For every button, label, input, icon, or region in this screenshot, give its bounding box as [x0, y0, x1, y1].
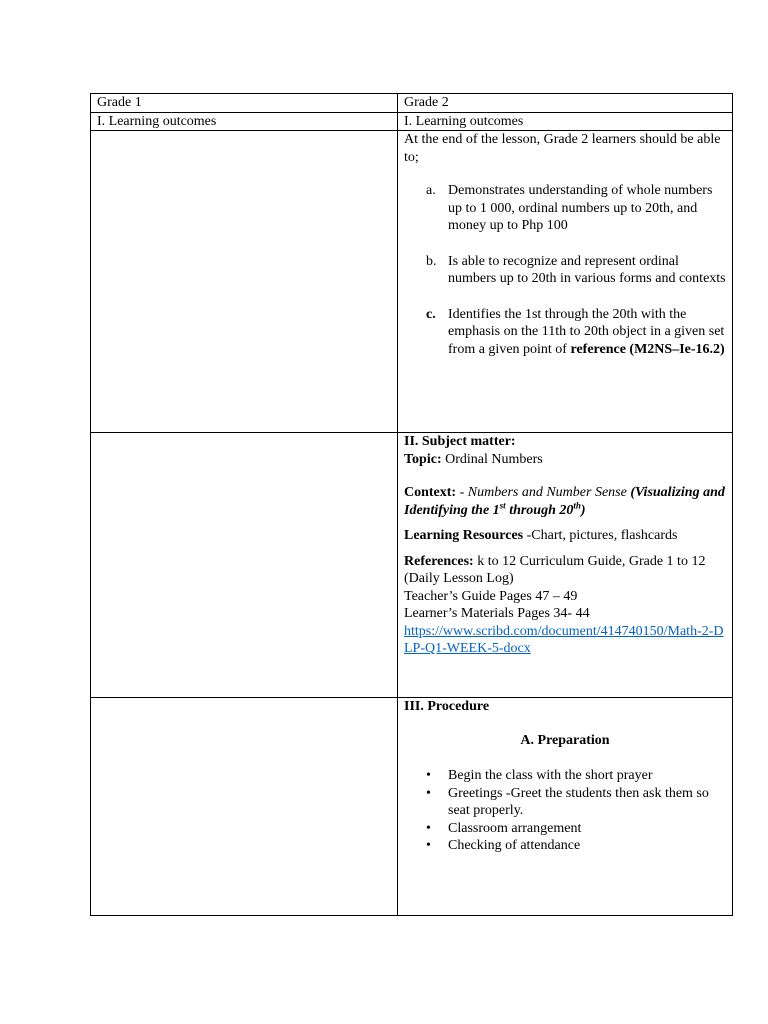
grade1-header: Grade 1 — [91, 94, 398, 113]
topic-value: Ordinal Numbers — [441, 451, 543, 467]
list-letter: b. — [426, 253, 437, 269]
list-item — [404, 253, 726, 288]
topic-label: Topic: — [404, 451, 442, 467]
outcome-c-plain: Identifies the 1st through the 20th with the emphasis on the 11th to 20th object in a given set from a given point of — [448, 306, 725, 357]
resources-label: Learning Resources — [404, 528, 524, 543]
context-sup-2: th — [573, 499, 581, 510]
grade1-outcomes-cell — [91, 131, 398, 433]
list-item — [404, 837, 726, 855]
grade1-procedure-cell — [91, 698, 398, 916]
references-line — [404, 553, 726, 588]
context-bold-1: (Visualizing and Identifying the 1 — [404, 485, 725, 518]
context-sup-1: st — [499, 499, 506, 510]
lesson-plan-table — [90, 93, 733, 916]
list-item-text: Begin the class with the short prayer — [448, 768, 653, 783]
outcomes-content-row — [91, 131, 733, 433]
list-item — [404, 785, 726, 820]
grade1-learning-outcomes-label: I. Learning outcomes — [91, 112, 398, 131]
list-letter: a. — [426, 183, 436, 198]
context-line — [404, 484, 726, 519]
procedure-heading: III. Procedure — [404, 699, 490, 714]
learning-outcomes-row — [91, 112, 733, 131]
subject-matter-row — [91, 433, 733, 698]
procedure-row — [91, 698, 733, 916]
list-item — [404, 767, 726, 785]
context-bold-2: through 20 — [505, 502, 574, 518]
reference-link[interactable]: https://www.scribd.com/document/414740150/Math-2-DLP-Q1-WEEK-5-docx — [404, 623, 724, 656]
list-item-text: Is able to recognize and represent ordinal numbers up to 20th in various forms and contexts — [448, 253, 726, 286]
references-value: k to 12 Curriculum Guide, Grade 1 to 12 (Daily Lesson Log) — [404, 553, 706, 586]
bullet-icon: • — [426, 838, 431, 853]
list-item-text: Demonstrates understanding of whole numbers up to 1 000, ordinal numbers up to 20th, and money up to Php 100 — [448, 183, 713, 233]
bullet-icon: • — [426, 820, 431, 836]
context-bold-3: ) — [580, 502, 586, 518]
context-dash: - — [456, 485, 468, 500]
preparation-list — [404, 767, 726, 855]
topic-line — [404, 451, 726, 469]
bullet-icon: • — [426, 785, 431, 801]
grade2-outcomes-cell — [398, 131, 733, 433]
header-row — [91, 94, 733, 113]
grade2-learning-outcomes-label: I. Learning outcomes — [398, 112, 733, 131]
list-item — [404, 820, 726, 838]
preparation-heading: A. Preparation — [520, 732, 610, 748]
bullet-icon: • — [426, 768, 431, 783]
resources-value: -Chart, pictures, flashcards — [523, 528, 678, 543]
list-item — [404, 182, 726, 235]
resources-line — [404, 527, 726, 545]
grade2-procedure-cell — [398, 698, 733, 916]
context-label: Context: — [404, 485, 457, 500]
list-item-text: Classroom arrangement — [448, 820, 582, 836]
outcomes-list — [404, 182, 726, 358]
list-item-text: Checking of attendance — [448, 838, 581, 853]
outcomes-intro: At the end of the lesson, Grade 2 learners should be able to; — [404, 132, 721, 165]
references-label: References: — [404, 553, 474, 569]
grade2-header: Grade 2 — [398, 94, 733, 113]
grade1-subject-cell — [91, 433, 398, 698]
list-item — [404, 306, 726, 359]
subject-heading: II. Subject matter: — [404, 434, 516, 449]
context-italic: Numbers and Number Sense — [467, 485, 631, 500]
list-item-text: Greetings -Greet the students then ask them so seat properly. — [448, 785, 709, 818]
learners-materials: Learner’s Materials Pages 34- 44 — [404, 606, 590, 621]
list-item-text — [448, 306, 726, 359]
list-letter: c. — [426, 306, 436, 322]
teachers-guide: Teacher’s Guide Pages 47 – 49 — [404, 588, 578, 604]
grade2-subject-cell — [398, 433, 733, 698]
outcome-c-reference: reference (M2NS–Ie-16.2) — [570, 341, 725, 357]
